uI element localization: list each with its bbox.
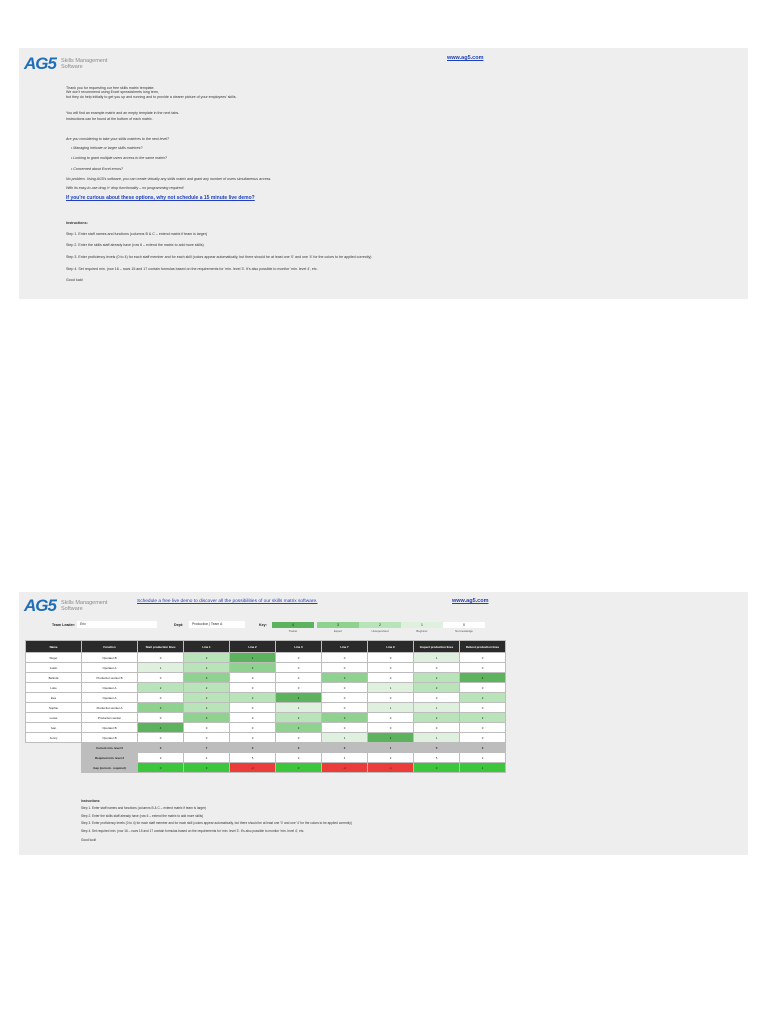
skill-level-cell[interactable]: 2 xyxy=(184,703,230,713)
key-label-level-0: No knowledge xyxy=(455,629,473,633)
function-cell[interactable]: Operator A xyxy=(82,663,138,673)
skill-level-cell[interactable]: 0 xyxy=(138,653,184,663)
skill-level-cell[interactable]: 0 xyxy=(230,723,276,733)
instruction-step: Step 4. Set required min. (row 16 – rows 15 and 17 contain formulas based on the requirements for 'min. level 3'. It's also possible to monitor 'min. level 4', etc. xyxy=(81,829,305,833)
skill-level-cell[interactable]: 4 xyxy=(460,673,506,683)
function-cell[interactable]: Operator B xyxy=(82,653,138,663)
key-label-level-4: Trainer xyxy=(288,629,298,633)
skill-level-cell[interactable]: 2 xyxy=(184,653,230,663)
skill-level-cell[interactable]: 2 xyxy=(230,693,276,703)
logo-line2: Software xyxy=(60,606,83,612)
column-header: Line 1 xyxy=(184,641,230,653)
key-swatch-level-0: 0 xyxy=(443,622,485,628)
team-leader-label: Team Leader: xyxy=(52,623,76,627)
summary-value-cell: 5 xyxy=(414,743,460,753)
summary-value-cell: 0 xyxy=(276,763,322,773)
staff-name-cell[interactable]: Eva xyxy=(26,693,82,703)
summary-value-cell: 3 xyxy=(138,743,184,753)
table-row xyxy=(26,673,506,683)
skill-level-cell[interactable]: 0 xyxy=(460,653,506,663)
skill-level-cell[interactable]: 0 xyxy=(460,703,506,713)
logo-line1: Skills Management xyxy=(60,57,108,64)
bullet-item: • Managing intricate or larger skills matrices? xyxy=(71,146,143,150)
skill-level-cell[interactable]: 0 xyxy=(368,663,414,673)
summary-value-cell[interactable]: 3 xyxy=(276,753,322,763)
good-luck-text: Good luck! xyxy=(66,278,84,282)
empty-cell xyxy=(26,753,82,763)
instruction-step: Step 1. Enter staff names and functions (columns B & C – extend matrix if team is larger) xyxy=(81,806,207,810)
website-link[interactable]: www.ag5.com xyxy=(447,55,484,61)
skill-level-cell[interactable]: 2 xyxy=(414,713,460,723)
skill-level-cell[interactable]: 0 xyxy=(230,683,276,693)
dept-label: Dept: xyxy=(174,623,184,627)
skill-level-cell[interactable]: 0 xyxy=(230,673,276,683)
column-header: Line 2 xyxy=(230,641,276,653)
question-text: Are you considering to take your skills matrices to the next level? xyxy=(66,137,170,141)
column-header: Line 9 xyxy=(368,641,414,653)
summary-value-cell: 3 xyxy=(230,743,276,753)
summary-value-cell: 7 xyxy=(184,743,230,753)
skill-level-cell[interactable]: 2 xyxy=(414,673,460,683)
instruction-step: Step 2. Enter the skills staff already have (row 6 – extend the matrix to add more skills) xyxy=(66,243,204,247)
staff-name-cell[interactable]: Justin xyxy=(26,663,82,673)
skill-level-cell[interactable]: 2 xyxy=(414,683,460,693)
staff-name-cell[interactable]: Sophie xyxy=(26,703,82,713)
ag5-logo xyxy=(24,596,107,616)
summary-value-cell[interactable]: 5 xyxy=(414,753,460,763)
skill-level-cell[interactable]: 1 xyxy=(414,703,460,713)
skill-level-cell[interactable]: 3 xyxy=(184,713,230,723)
dept-field[interactable]: Production | Team A xyxy=(189,621,245,628)
table-row xyxy=(26,683,506,693)
skill-level-cell[interactable]: 2 xyxy=(184,693,230,703)
skill-level-cell[interactable]: 0 xyxy=(414,693,460,703)
instruction-step: Step 1. Enter staff names and functions (columns B & C – extend matrix if team is larger) xyxy=(66,232,208,236)
summary-row xyxy=(26,763,506,773)
skill-level-cell[interactable]: 0 xyxy=(414,663,460,673)
staff-name-cell[interactable]: Roger xyxy=(26,653,82,663)
skill-level-cell[interactable]: 0 xyxy=(460,683,506,693)
instruction-step: Step 2. Enter the skills staff already have (row 6 – extend the matrix to add more skills) xyxy=(81,814,204,818)
good-luck-text: Good luck! xyxy=(81,838,97,842)
summary-value-cell: 0 xyxy=(414,763,460,773)
logo-text xyxy=(61,58,107,71)
intro-line: but they do help initially to get you up and running and to provide a clearer picture of your employees' skills. xyxy=(66,95,237,99)
skills-matrix xyxy=(25,640,506,773)
staff-name-cell[interactable]: Belinda xyxy=(26,673,82,683)
skill-level-cell[interactable]: 0 xyxy=(414,723,460,733)
intro-sheet xyxy=(19,48,748,299)
summary-value-cell: -2 xyxy=(322,763,368,773)
schedule-demo-link[interactable]: Schedule a free live demo to discover all the possibilities of our skills matrix software. xyxy=(137,599,318,604)
summary-value-cell[interactable]: 4 xyxy=(184,753,230,763)
summary-row xyxy=(26,743,506,753)
skill-level-cell[interactable]: 0 xyxy=(322,703,368,713)
summary-row xyxy=(26,753,506,763)
skill-level-cell[interactable]: 0 xyxy=(460,723,506,733)
skill-level-cell[interactable]: 0 xyxy=(322,683,368,693)
summary-label: Required min. level 3 xyxy=(82,753,138,763)
table-row xyxy=(26,663,506,673)
bullet-item: • Concerned about Excel errors? xyxy=(71,167,123,171)
function-cell[interactable]: Operator A xyxy=(82,683,138,693)
skill-level-cell[interactable]: 0 xyxy=(184,733,230,743)
summary-value-cell: 1 xyxy=(368,743,414,753)
key-swatch-level-4: 4 xyxy=(272,622,314,628)
skill-level-cell[interactable]: 2 xyxy=(460,693,506,703)
logo-line2: Software xyxy=(60,64,83,70)
skill-level-cell[interactable]: 1 xyxy=(368,683,414,693)
ag5-logo xyxy=(24,54,107,74)
key-swatch-level-3: 3 xyxy=(317,622,359,628)
skill-level-cell[interactable]: 0 xyxy=(230,733,276,743)
summary-value-cell: 0 xyxy=(138,763,184,773)
table-row xyxy=(26,713,506,723)
summary-label: Current min. level 3 xyxy=(82,743,138,753)
skill-level-cell[interactable]: 0 xyxy=(230,713,276,723)
summary-value-cell: -2 xyxy=(230,763,276,773)
skill-level-cell[interactable]: 0 xyxy=(368,723,414,733)
website-link[interactable]: www.ag5.com xyxy=(452,598,489,604)
skill-level-cell[interactable]: 0 xyxy=(276,653,322,663)
column-header: Inspect production lines xyxy=(414,641,460,653)
skill-level-cell[interactable]: 0 xyxy=(322,693,368,703)
instructions-title: Instructions: xyxy=(81,799,101,803)
info-line: Instructions can be found at the bottom of each matrix. xyxy=(66,117,153,121)
skill-level-cell[interactable]: 0 xyxy=(368,673,414,683)
skill-level-cell[interactable]: 4 xyxy=(230,653,276,663)
key-swatch-level-2: 2 xyxy=(359,622,401,628)
logo-mark: AG5 xyxy=(24,54,56,73)
function-cell[interactable]: Operator B xyxy=(82,733,138,743)
skill-level-cell[interactable]: 1 xyxy=(368,703,414,713)
summary-value-cell: 3 xyxy=(276,743,322,753)
logo-mark: AG5 xyxy=(24,596,56,615)
skill-level-cell[interactable]: 2 xyxy=(460,713,506,723)
staff-name-cell[interactable]: Jenny xyxy=(26,733,82,743)
key-label: Key: xyxy=(259,623,267,627)
summary-value-cell[interactable]: 4 xyxy=(322,753,368,763)
column-header: Start production lines xyxy=(138,641,184,653)
summary-value-cell[interactable]: 3 xyxy=(138,753,184,763)
skill-level-cell[interactable]: 0 xyxy=(322,663,368,673)
skill-level-cell[interactable]: 2 xyxy=(184,683,230,693)
summary-value-cell[interactable]: 5 xyxy=(230,753,276,763)
skill-level-cell[interactable]: 0 xyxy=(322,723,368,733)
instruction-step: Step 3. Enter proficiency levels (0 to 4) for each staff member and for each skill (colors appear automatically, but there should be at least one '0' and one '4' for the colors to be applied correctly) xyxy=(66,255,372,259)
skill-level-cell[interactable]: 1 xyxy=(414,733,460,743)
key-label-level-1: Beginner xyxy=(416,629,428,633)
skill-level-cell[interactable]: 0 xyxy=(322,653,368,663)
skill-level-cell[interactable]: 0 xyxy=(368,693,414,703)
easy-text: With its easy-to-use drag 'n' drop functionality – no programming required! xyxy=(66,186,184,190)
skill-level-cell[interactable]: 1 xyxy=(414,653,460,663)
skill-level-cell[interactable]: 1 xyxy=(138,663,184,673)
table-row xyxy=(26,723,506,733)
skill-level-cell[interactable]: 0 xyxy=(368,713,414,723)
skill-level-cell[interactable]: 3 xyxy=(184,673,230,683)
staff-name-cell[interactable]: Lucas xyxy=(26,713,82,723)
skill-level-cell[interactable]: 1 xyxy=(322,733,368,743)
skill-level-cell[interactable]: 0 xyxy=(276,663,322,673)
instruction-step: Step 4. Set required min. (row 16 – rows 15 and 17 contain formulas based on the requirements for 'min. level 3'. It's also possible to monitor 'min. level 4', etc. xyxy=(66,267,318,271)
staff-name-cell[interactable]: Lotte xyxy=(26,683,82,693)
empty-cell xyxy=(26,743,82,753)
skill-level-cell[interactable]: 2 xyxy=(138,683,184,693)
skill-level-cell[interactable]: 0 xyxy=(138,733,184,743)
intro-line: We don't recommend using Excel spreadsheets long term, xyxy=(66,90,159,94)
logo-line1: Skills Management xyxy=(60,599,108,606)
skill-level-cell[interactable]: 3 xyxy=(322,673,368,683)
table-row xyxy=(26,693,506,703)
matrix-sheet xyxy=(19,592,748,855)
instructions-title: Instructions: xyxy=(66,221,88,225)
bullet-item: • Looking to grant multiple users access to the same matrix? xyxy=(71,156,167,160)
skill-level-cell[interactable]: 0 xyxy=(460,733,506,743)
table-row xyxy=(26,653,506,663)
skill-level-cell[interactable]: 0 xyxy=(138,693,184,703)
skill-level-cell[interactable]: 3 xyxy=(138,703,184,713)
summary-value-cell: 1 xyxy=(460,763,506,773)
column-header: Line 3 xyxy=(276,641,322,653)
skill-level-cell[interactable]: 2 xyxy=(276,713,322,723)
skill-level-cell[interactable]: 0 xyxy=(276,683,322,693)
skill-level-cell[interactable]: 0 xyxy=(276,673,322,683)
intro-line: Thank you for requesting our free skills matrix template. xyxy=(66,86,155,90)
skill-level-cell[interactable]: 0 xyxy=(368,653,414,663)
key-label-level-2: Unsupervised xyxy=(371,629,389,633)
skill-level-cell[interactable]: 0 xyxy=(230,703,276,713)
skill-level-cell[interactable]: 1 xyxy=(276,703,322,713)
problem-text: No problem. Using AG5's software, you can create virtually any skills matrix and grant any number of users simultaneous access. xyxy=(66,177,272,181)
skill-level-cell[interactable]: 0 xyxy=(138,713,184,723)
skill-level-cell[interactable]: 3 xyxy=(276,723,322,733)
function-cell[interactable]: Production worker B xyxy=(82,673,138,683)
skill-level-cell[interactable]: 0 xyxy=(460,663,506,673)
function-cell[interactable]: Operator A xyxy=(82,693,138,703)
summary-value-cell: -1 xyxy=(368,763,414,773)
info-line: You will find an example matrix and an empty template in the next tabs. xyxy=(66,111,180,115)
empty-cell xyxy=(26,763,82,773)
skill-level-cell[interactable]: 4 xyxy=(138,723,184,733)
key-label-level-3: Expert xyxy=(333,629,343,633)
skill-level-cell[interactable]: 3 xyxy=(322,713,368,723)
skill-level-cell[interactable]: 4 xyxy=(276,693,322,703)
function-cell[interactable]: Operator B xyxy=(82,723,138,733)
table-row xyxy=(26,703,506,713)
column-header: Name xyxy=(26,641,82,653)
column-header: Line 7 xyxy=(322,641,368,653)
key-swatch-level-1: 1 xyxy=(401,622,443,628)
summary-label: Gap (current - required) xyxy=(82,763,138,773)
team-leader-field[interactable]: Eric xyxy=(77,621,157,628)
column-header: Reboot production lines xyxy=(460,641,506,653)
summary-value-cell: 2 xyxy=(322,743,368,753)
summary-value-cell: 3 xyxy=(460,743,506,753)
table-row xyxy=(26,733,506,743)
instruction-step: Step 3. Enter proficiency levels (0 to 4) for each staff member and for each skill (colors appear automatically, but there should be at least one '0' and one '4' for the colors to be applied correctly) xyxy=(81,821,352,825)
skill-level-cell[interactable]: 2 xyxy=(184,663,230,673)
function-cell[interactable]: Production worker A xyxy=(82,703,138,713)
matrix-header-row xyxy=(26,641,506,653)
column-header: Function xyxy=(82,641,138,653)
summary-value-cell[interactable]: 2 xyxy=(460,753,506,763)
skill-level-cell[interactable]: 0 xyxy=(184,723,230,733)
staff-name-cell[interactable]: Ivan xyxy=(26,723,82,733)
skill-level-cell[interactable]: 3 xyxy=(230,663,276,673)
summary-value-cell[interactable]: 2 xyxy=(368,753,414,763)
summary-value-cell: 3 xyxy=(184,763,230,773)
skill-level-cell[interactable]: 0 xyxy=(138,673,184,683)
logo-text xyxy=(61,600,107,613)
skill-level-cell[interactable]: 0 xyxy=(276,733,322,743)
demo-link[interactable]: If you're curious about these options, why not schedule a 15 minute live demo? xyxy=(66,195,255,201)
skill-level-cell[interactable]: 4 xyxy=(368,733,414,743)
function-cell[interactable]: Production worker xyxy=(82,713,138,723)
